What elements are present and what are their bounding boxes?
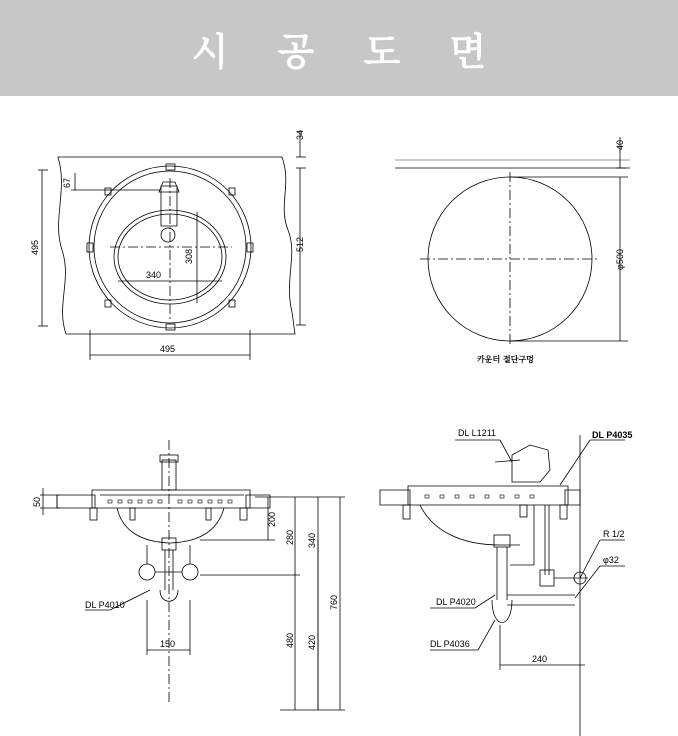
dim-cutout-diameter: φ500 [615,249,625,270]
dim-offset-top-left: 34 [295,129,305,140]
page-title: 시 공 도 면 [191,29,505,74]
dim-480: 480 [285,632,295,648]
part-waste: DL P4020 [436,597,476,607]
top-left-plan-view [38,130,306,360]
dim-340: 340 [307,532,317,548]
dim-counter-height: 512 [295,236,305,252]
dim-760: 760 [329,594,339,610]
dim-counter-thickness: 50 [32,496,42,507]
part-faucet: DL L1211 [458,428,497,438]
bottom-right-side-section [380,435,625,736]
dim-faucet-offset: 67 [62,177,72,188]
part-trap: DL P4010 [85,600,125,610]
dim-150: 150 [160,639,176,649]
dim-overall-width: 495 [160,344,176,354]
part-p-trap: DL P4036 [430,639,470,649]
dim-bowl-width: 340 [146,270,162,280]
dim-200: 200 [267,511,277,527]
dim-offset-top-right: 40 [615,139,625,150]
dim-pipe-diameter: φ32 [603,555,619,565]
dim-bowl-depth: 308 [184,248,194,264]
top-right-cutout-view [395,137,630,345]
dim-thread: R 1/2 [603,529,625,539]
dim-240: 240 [532,654,548,664]
cutout-caption: 카운터 절단구멍 [477,355,534,364]
dim-280: 280 [285,529,295,545]
bottom-left-front-section [40,440,345,710]
dim-420: 420 [307,634,317,650]
part-drain-rod: DL P4035 [592,430,633,440]
dim-overall-height: 495 [30,239,40,255]
